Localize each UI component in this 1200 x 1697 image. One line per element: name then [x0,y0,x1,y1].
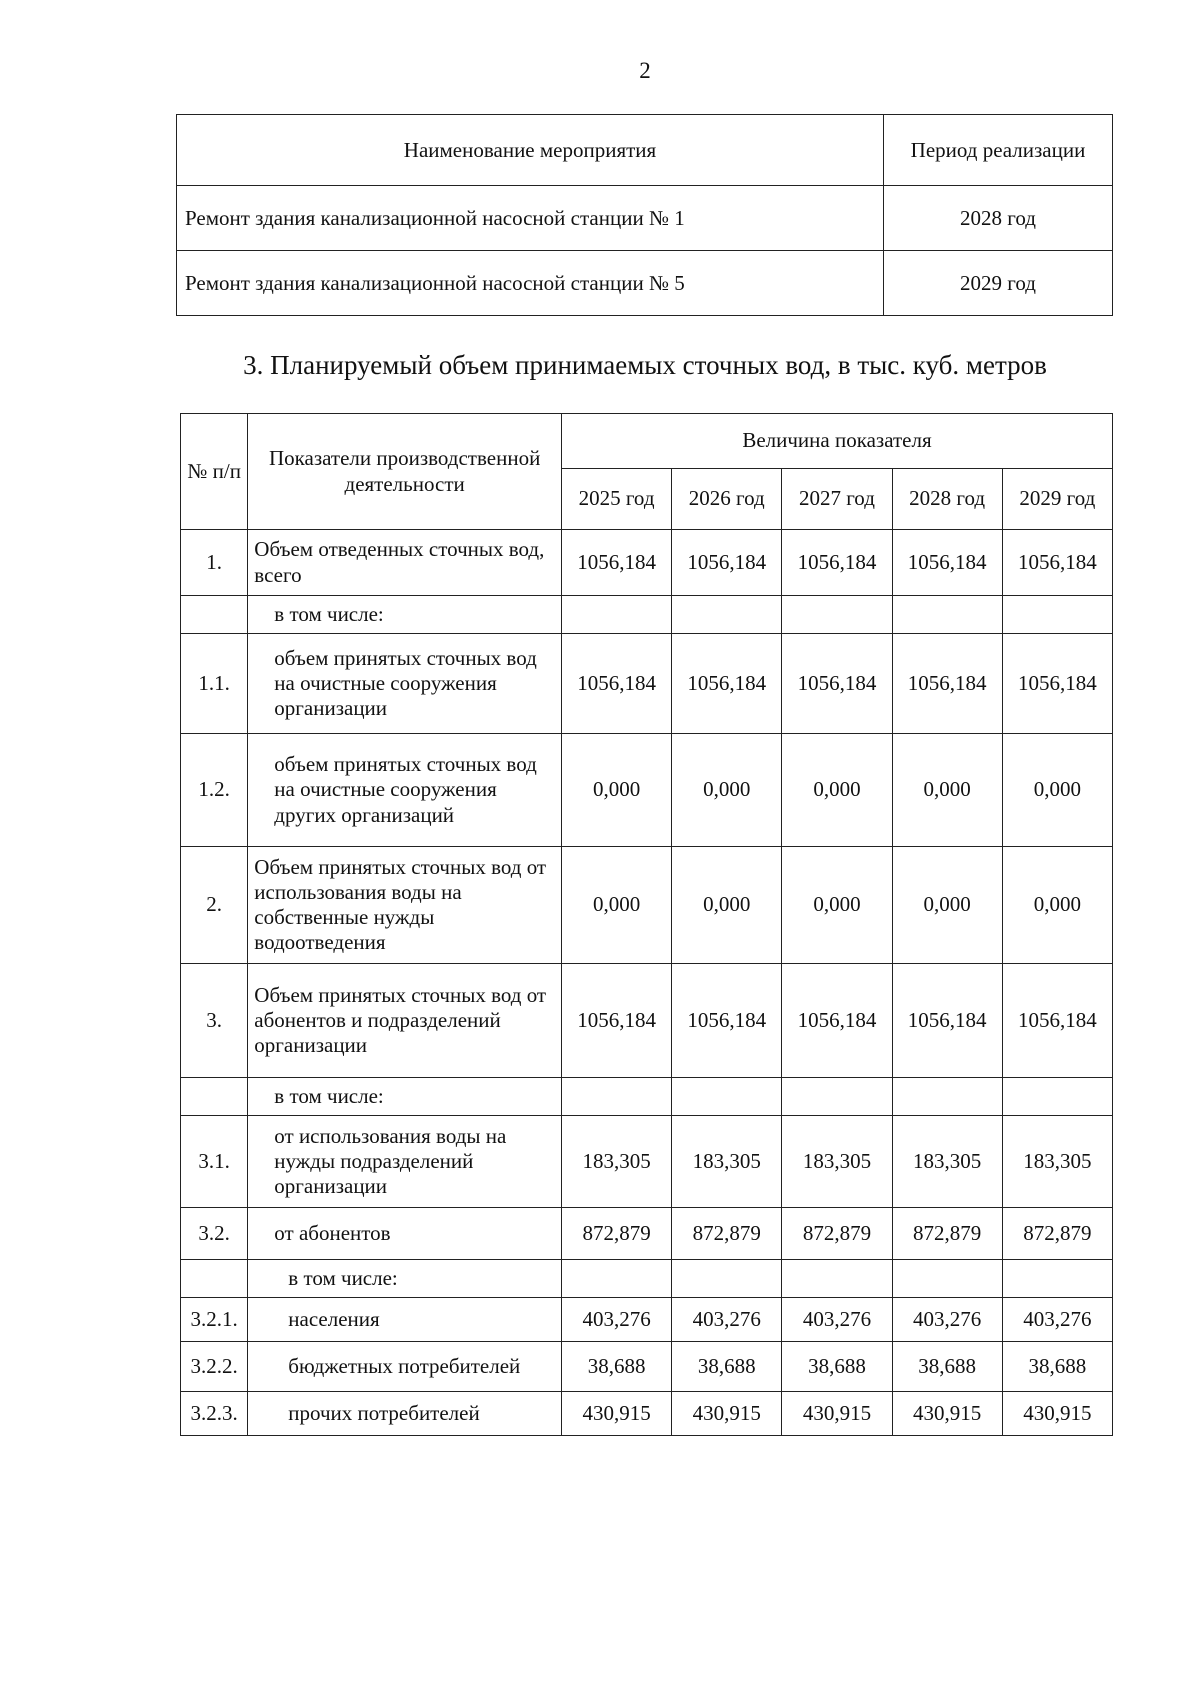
value-cell [782,596,892,634]
value-cell [672,1078,782,1116]
wastewater-volume-table [180,413,1113,1436]
value-cell: 0,000 [892,847,1002,964]
section-title: 3. Планируемый объем принимаемых сточных вод, в тыс. куб. метров [243,350,1047,380]
indicator-cell: от абонентов [248,1208,562,1260]
value-cell: 1056,184 [782,964,892,1078]
value-cell: 1056,184 [892,634,1002,734]
value-cell: 38,688 [561,1342,671,1392]
table-row [177,186,1113,251]
indicator-cell: бюджетных потребителей [248,1342,562,1392]
row-number-cell [181,1260,248,1298]
row-number-cell [181,1078,248,1116]
value-cell: 403,276 [1002,1298,1112,1342]
indicator-cell: Объем принятых сточных вод от использования воды на собственные нужды водоотведения [248,847,562,964]
value-cell: 183,305 [892,1116,1002,1208]
header-value: Величина показателя [561,414,1112,469]
value-cell: 430,915 [672,1392,782,1436]
value-cell: 1056,184 [672,530,782,596]
value-cell: 1056,184 [892,964,1002,1078]
value-cell [892,596,1002,634]
value-cell: 0,000 [561,847,671,964]
value-cell: 872,879 [672,1208,782,1260]
value-cell: 0,000 [1002,847,1112,964]
table-header-row [177,115,1113,186]
value-cell: 0,000 [561,734,671,847]
value-cell: 1056,184 [561,634,671,734]
value-cell: 403,276 [892,1298,1002,1342]
value-cell: 1056,184 [782,634,892,734]
table-row [181,530,1113,596]
measures-table [176,114,1113,316]
value-cell: 403,276 [782,1298,892,1342]
value-cell: 1056,184 [1002,964,1112,1078]
indicator-cell: в том числе: [248,596,562,634]
header-year: 2026 год [672,469,782,530]
value-cell: 872,879 [561,1208,671,1260]
value-cell: 183,305 [561,1116,671,1208]
value-cell [892,1078,1002,1116]
row-number-cell: 3. [181,964,248,1078]
indicator-cell: объем принятых сточных вод на очистные сооружения организации [248,634,562,734]
value-cell [561,1260,671,1298]
table-row [181,634,1113,734]
value-cell: 872,879 [1002,1208,1112,1260]
value-cell: 0,000 [782,847,892,964]
indicator-cell: населения [248,1298,562,1342]
table-row [181,1298,1113,1342]
row-number-cell: 3.1. [181,1116,248,1208]
period-cell: 2028 год [884,186,1113,251]
measure-name-cell: Ремонт здания канализационной насосной станции № 1 [177,186,884,251]
header-year: 2025 год [561,469,671,530]
header-number: № п/п [181,414,248,530]
measure-name-cell: Ремонт здания канализационной насосной станции № 5 [177,251,884,316]
value-cell: 1056,184 [561,530,671,596]
value-cell: 1056,184 [782,530,892,596]
value-cell [1002,1260,1112,1298]
value-cell: 38,688 [1002,1342,1112,1392]
value-cell [1002,596,1112,634]
value-cell [561,1078,671,1116]
value-cell: 183,305 [1002,1116,1112,1208]
value-cell: 403,276 [672,1298,782,1342]
indicator-cell: объем принятых сточных вод на очистные сооружения других организаций [248,734,562,847]
page-number: 2 [639,58,651,83]
row-number-cell: 1.1. [181,634,248,734]
table-row [181,734,1113,847]
value-cell: 0,000 [892,734,1002,847]
value-cell: 872,879 [892,1208,1002,1260]
header-year: 2029 год [1002,469,1112,530]
value-cell [782,1078,892,1116]
row-number-cell: 1.2. [181,734,248,847]
value-cell: 0,000 [782,734,892,847]
table-header-row [181,414,1113,469]
table-row [177,251,1113,316]
table-row [181,1208,1113,1260]
value-cell: 1056,184 [672,634,782,734]
header-year: 2027 год [782,469,892,530]
value-cell [782,1260,892,1298]
value-cell: 183,305 [672,1116,782,1208]
indicator-cell: Объем отведенных сточных вод, всего [248,530,562,596]
row-number-cell: 2. [181,847,248,964]
value-cell [892,1260,1002,1298]
indicator-cell: от использования воды на нужды подразделений организации [248,1116,562,1208]
header-period: Период реализации [884,115,1113,186]
value-cell: 430,915 [782,1392,892,1436]
row-number-cell [181,596,248,634]
value-cell: 430,915 [561,1392,671,1436]
row-number-cell: 3.2.3. [181,1392,248,1436]
value-cell: 38,688 [672,1342,782,1392]
value-cell: 0,000 [672,847,782,964]
table-row [181,1392,1113,1436]
table-row [181,964,1113,1078]
row-number-cell: 1. [181,530,248,596]
value-cell [1002,1078,1112,1116]
value-cell: 0,000 [672,734,782,847]
value-cell: 38,688 [782,1342,892,1392]
value-cell: 1056,184 [561,964,671,1078]
value-cell: 183,305 [782,1116,892,1208]
value-cell: 430,915 [892,1392,1002,1436]
value-cell: 1056,184 [892,530,1002,596]
value-cell: 1056,184 [1002,634,1112,734]
value-cell: 403,276 [561,1298,671,1342]
header-measure-name: Наименование мероприятия [177,115,884,186]
row-number-cell: 3.2.1. [181,1298,248,1342]
row-number-cell: 3.2.2. [181,1342,248,1392]
table-row [181,1078,1113,1116]
table-row [181,1116,1113,1208]
table-row [181,1342,1113,1392]
value-cell [672,1260,782,1298]
value-cell [672,596,782,634]
table-row [181,847,1113,964]
table-row [181,1260,1113,1298]
header-indicator: Показатели производственной деятельности [248,414,562,530]
value-cell: 38,688 [892,1342,1002,1392]
indicator-cell: прочих потребителей [248,1392,562,1436]
value-cell: 430,915 [1002,1392,1112,1436]
value-cell: 872,879 [782,1208,892,1260]
indicator-cell: в том числе: [248,1078,562,1116]
value-cell: 0,000 [1002,734,1112,847]
indicator-cell: в том числе: [248,1260,562,1298]
table-row [181,596,1113,634]
indicator-cell: Объем принятых сточных вод от абонентов и подразделений организации [248,964,562,1078]
value-cell: 1056,184 [672,964,782,1078]
header-year: 2028 год [892,469,1002,530]
value-cell: 1056,184 [1002,530,1112,596]
row-number-cell: 3.2. [181,1208,248,1260]
value-cell [561,596,671,634]
period-cell: 2029 год [884,251,1113,316]
